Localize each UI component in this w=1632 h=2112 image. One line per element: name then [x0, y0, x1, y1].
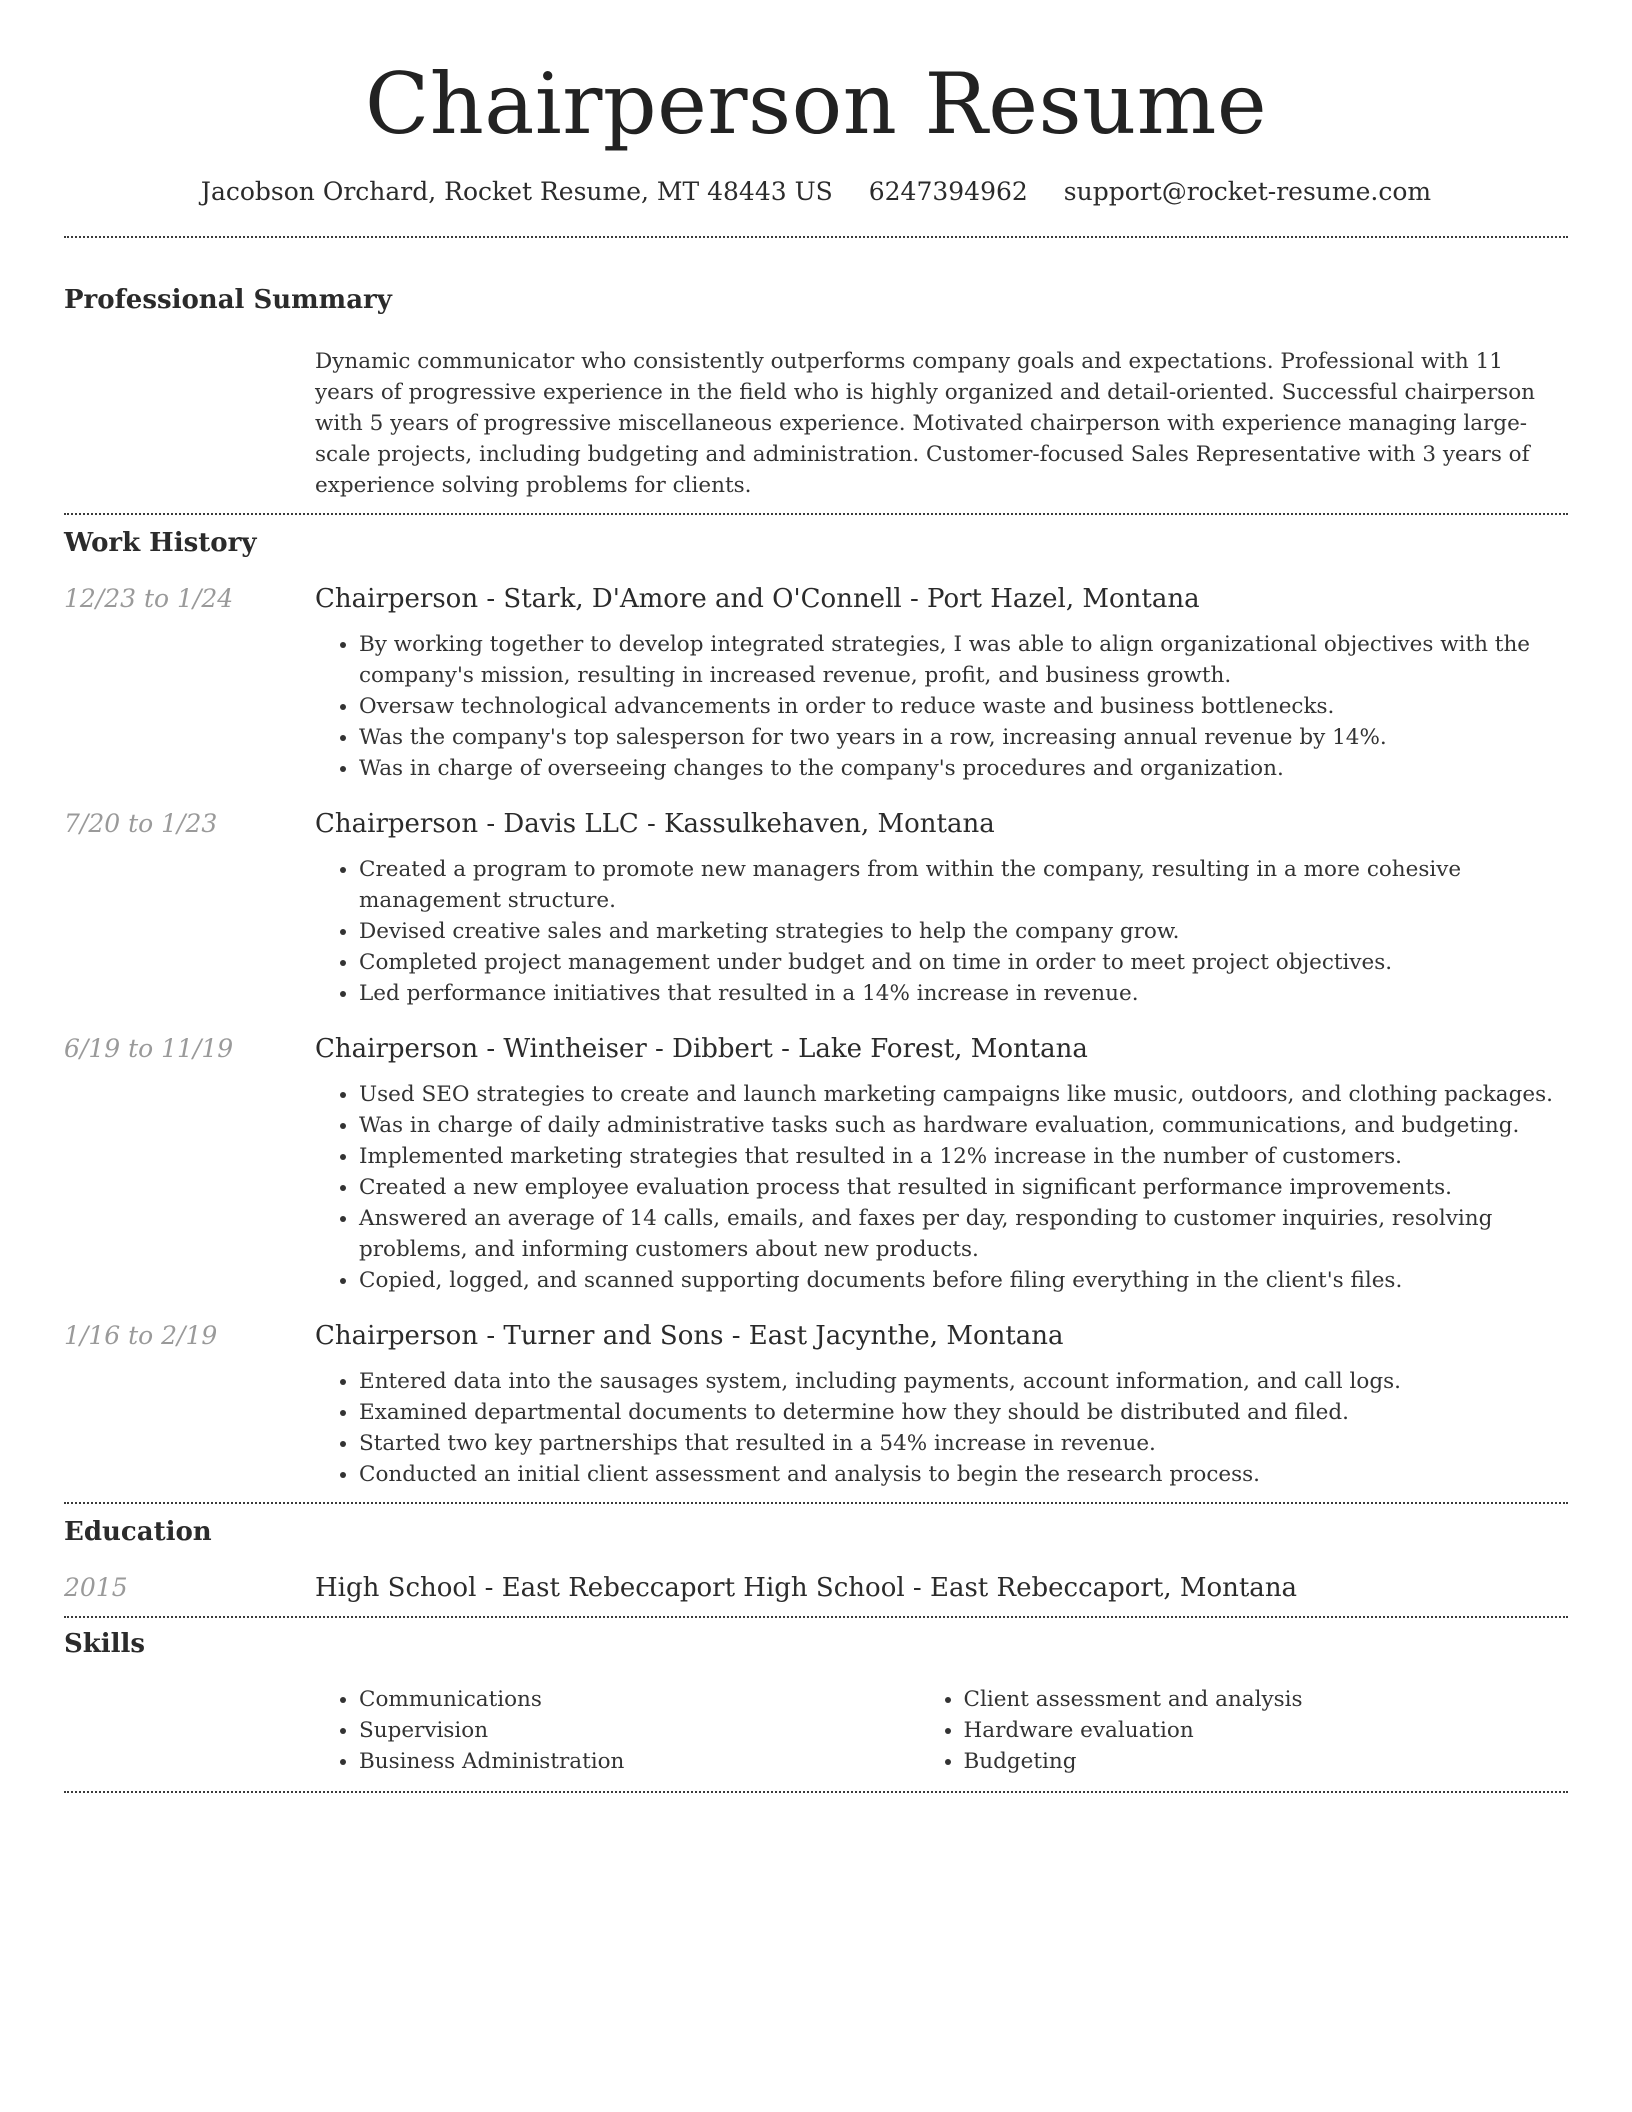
list-item: • Devised creative sales and marketing strategies to help the company grow.: [359, 916, 1569, 947]
list-item: • Oversaw technological advancements in order to reduce waste and business bottlenecks.: [359, 691, 1569, 722]
list-item: • Was in charge of overseeing changes to the company's procedures and organization.: [359, 753, 1569, 784]
list-item: • Conducted an initial client assessment and analysis to begin the research process.: [359, 1459, 1569, 1490]
skills-list: [359, 1684, 1568, 1777]
skill-item: • Communications: [359, 1684, 964, 1715]
job-entry: [64, 806, 1568, 1009]
job-dates: 12/23 to 1/24: [64, 584, 234, 613]
contact-phone: 6247394962: [868, 177, 1028, 206]
divider: [64, 1791, 1568, 1793]
list-item: • Entered data into the sausages system, including payments, account information, and call logs.: [359, 1366, 1569, 1397]
list-item: • Used SEO strategies to create and launch marketing campaigns like music, outdoors, and clothing packages.: [359, 1079, 1569, 1110]
education-year: 2015: [64, 1573, 128, 1602]
job-entry: [64, 581, 1568, 784]
job-bullets: [359, 1366, 1569, 1490]
job-title: Chairperson - Davis LLC - Kassulkehaven, Montana: [315, 809, 995, 839]
job-title: Chairperson - Wintheiser - Dibbert - Lake Forest, Montana: [315, 1034, 1088, 1064]
section-heading-education: Education: [64, 1517, 212, 1547]
resume-page: [64, 0, 1568, 1793]
skill-item: • Client assessment and analysis: [964, 1684, 1569, 1715]
job-title: Chairperson - Stark, D'Amore and O'Connell - Port Hazel, Montana: [315, 584, 1200, 614]
list-item: • Started two key partnerships that resulted in a 54% increase in revenue.: [359, 1428, 1569, 1459]
section-heading-summary: Professional Summary: [64, 285, 392, 315]
education-section: [64, 1504, 1568, 1612]
skills-column-left: [359, 1684, 964, 1777]
list-item: • Completed project management under budget and on time in order to meet project objectives.: [359, 947, 1569, 978]
section-heading-work: Work History: [64, 528, 257, 558]
job-bullets: [359, 1079, 1569, 1296]
job-bullets: [359, 854, 1569, 1009]
job-bullets: [359, 629, 1569, 784]
list-item: • Implemented marketing strategies that resulted in a 12% increase in the number of customers.: [359, 1141, 1569, 1172]
skills-column-right: [964, 1684, 1569, 1777]
contact-line: [64, 174, 1568, 210]
page-title: Chairperson Resume: [364, 55, 1268, 153]
job-dates: 6/19 to 11/19: [64, 1034, 234, 1063]
job-dates: 7/20 to 1/23: [64, 809, 218, 838]
professional-summary-section: [64, 238, 1568, 501]
list-item: • Created a new employee evaluation process that resulted in significant performance improvements.: [359, 1172, 1569, 1203]
list-item: • Was the company's top salesperson for two years in a row, increasing annual revenue by 14%.: [359, 722, 1569, 753]
list-item: • Copied, logged, and scanned supporting documents before filing everything in the client's files.: [359, 1265, 1569, 1296]
skill-item: • Supervision: [359, 1715, 964, 1746]
job-title: Chairperson - Turner and Sons - East Jacynthe, Montana: [315, 1321, 1064, 1351]
list-item: • Examined departmental documents to determine how they should be distributed and filed.: [359, 1397, 1569, 1428]
skill-item: • Hardware evaluation: [964, 1715, 1569, 1746]
contact-email: support@rocket-resume.com: [1063, 177, 1432, 206]
education-detail: High School - East Rebeccaport High School - East Rebeccaport, Montana: [315, 1573, 1298, 1603]
list-item: • Was in charge of daily administrative tasks such as hardware evaluation, communications, and budgeting.: [359, 1110, 1569, 1141]
list-item: • By working together to develop integrated strategies, I was able to align organizational objectives with the company's mission, resulting in increased revenue, profit, and business growth.: [359, 629, 1569, 691]
contact-address: Jacobson Orchard, Rocket Resume, MT 48443 US: [200, 177, 833, 206]
work-history-section: [64, 515, 1568, 1490]
skills-section: [64, 1618, 1568, 1777]
education-entry: [64, 1570, 1568, 1612]
list-item: • Answered an average of 14 calls, emails, and faxes per day, responding to customer inquiries, resolving problems, and informing customers about new products.: [359, 1203, 1569, 1265]
job-entry: [64, 1031, 1568, 1296]
job-dates: 1/16 to 2/19: [64, 1321, 218, 1350]
list-item: • Led performance initiatives that resulted in a 14% increase in revenue.: [359, 978, 1569, 1009]
skill-item: • Budgeting: [964, 1746, 1569, 1777]
section-heading-skills: Skills: [64, 1629, 146, 1659]
job-entry: [64, 1318, 1568, 1490]
list-item: • Created a program to promote new managers from within the company, resulting in a more cohesive management structure.: [359, 854, 1569, 916]
skill-item: • Business Administration: [359, 1746, 964, 1777]
summary-text: Dynamic communicator who consistently outperforms company goals and expectations. Professional with 11 years of progressive experience in the field who is highly organized and detail-oriented. Successful chairperson with 5 years of progressive miscellaneous experience. Motivated chairperson with experience managing large-scale projects, including budgeting and administration. Customer-focused Sales Representative with 3 years of experience solving problems for clients.: [315, 349, 1535, 498]
